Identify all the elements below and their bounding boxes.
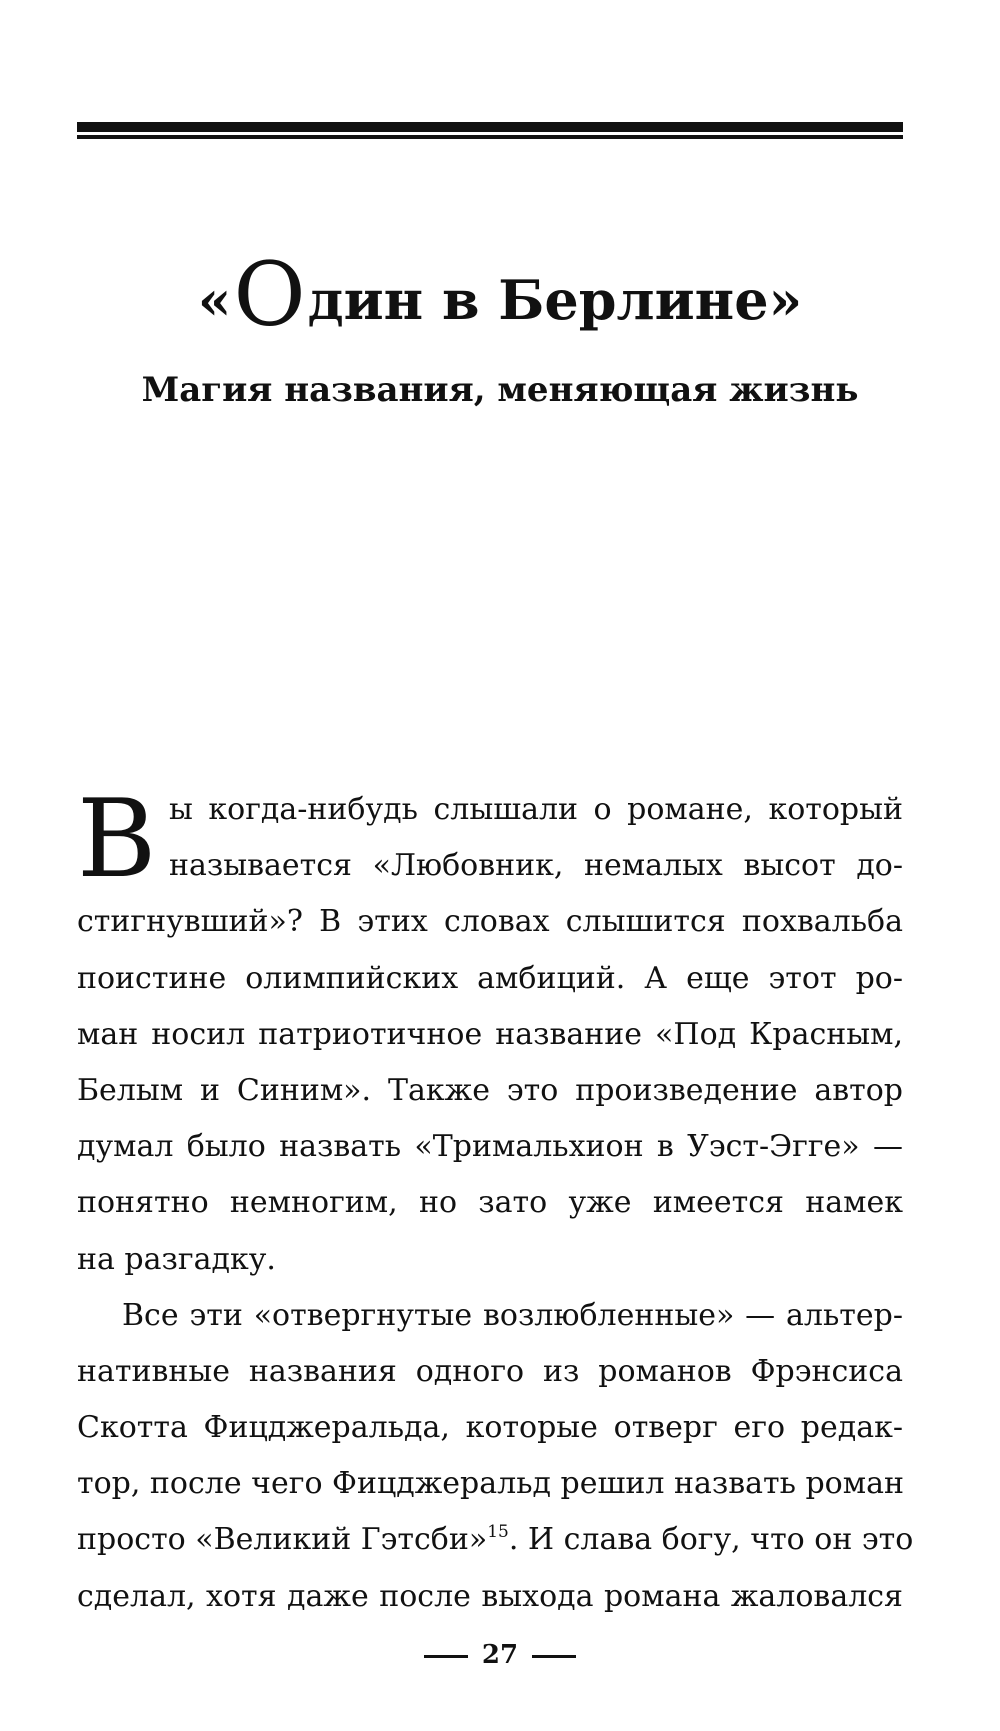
paragraph-1-line: ман носил патриотичное название «Под Красным, [77,1016,903,1052]
paragraph-1-line: поистине олимпийских амбиций. А еще этот ро- [77,960,903,996]
paragraph-1-line: ы когда-нибудь слышали о романе, который [169,792,903,827]
paragraph-1-line: понятно немногим, но зато уже имеется намек [77,1185,903,1221]
paragraph-1-line: стигнувший»? В этих словах слышится похвальба [77,904,903,940]
paragraph-1-line: думал было назвать «Тримальхион в Уэст-Эгге» — [77,1129,903,1165]
page-number-text: 27 [481,1640,519,1670]
paragraph-1-line: на разгадку. [77,1241,276,1277]
chapter-title-initial: О [233,243,306,346]
header-rule-thin [77,135,903,139]
paragraph-2-line: Все эти «отвергнутые возлюбленные» — альтер- [122,1297,903,1333]
header-rule [77,122,903,139]
paragraph-2-text: . И слава богу, что он это [508,1522,914,1558]
folio-dash-left [424,1655,468,1658]
chapter-title-quote: « [197,268,232,332]
folio-dash-right [532,1655,576,1658]
paragraph-1-line: называется «Любовник, немалых высот до- [169,848,903,884]
paragraph-2-line: тор, после чего Фицджеральд решил назвать роман [77,1466,904,1502]
footnote-marker[interactable]: 15 [487,1522,509,1543]
chapter-subtitle: Магия названия, меняющая жизнь [141,370,859,410]
paragraph-2-line: нативные названия одного из романов Фрэнсиса [77,1353,903,1389]
header-rule-thick [77,122,903,132]
chapter-title [0,243,1000,346]
paragraph-2-line [77,1512,914,1568]
paragraph-2-line: Скотта Фицджеральда, которые отверг его редак- [77,1410,903,1446]
chapter-title-rest: дин в Берлине» [307,268,803,332]
paragraph-2-text: просто «Великий Гэтсби» [77,1522,488,1558]
drop-cap: В [77,777,157,902]
paragraph-2-line: сделал, хотя даже после выхода романа жаловался [77,1578,903,1614]
body-text [77,777,914,1625]
page-number [0,1635,1000,1675]
paragraph-1-line: Белым и Синим». Также это произведение автор [77,1072,903,1108]
